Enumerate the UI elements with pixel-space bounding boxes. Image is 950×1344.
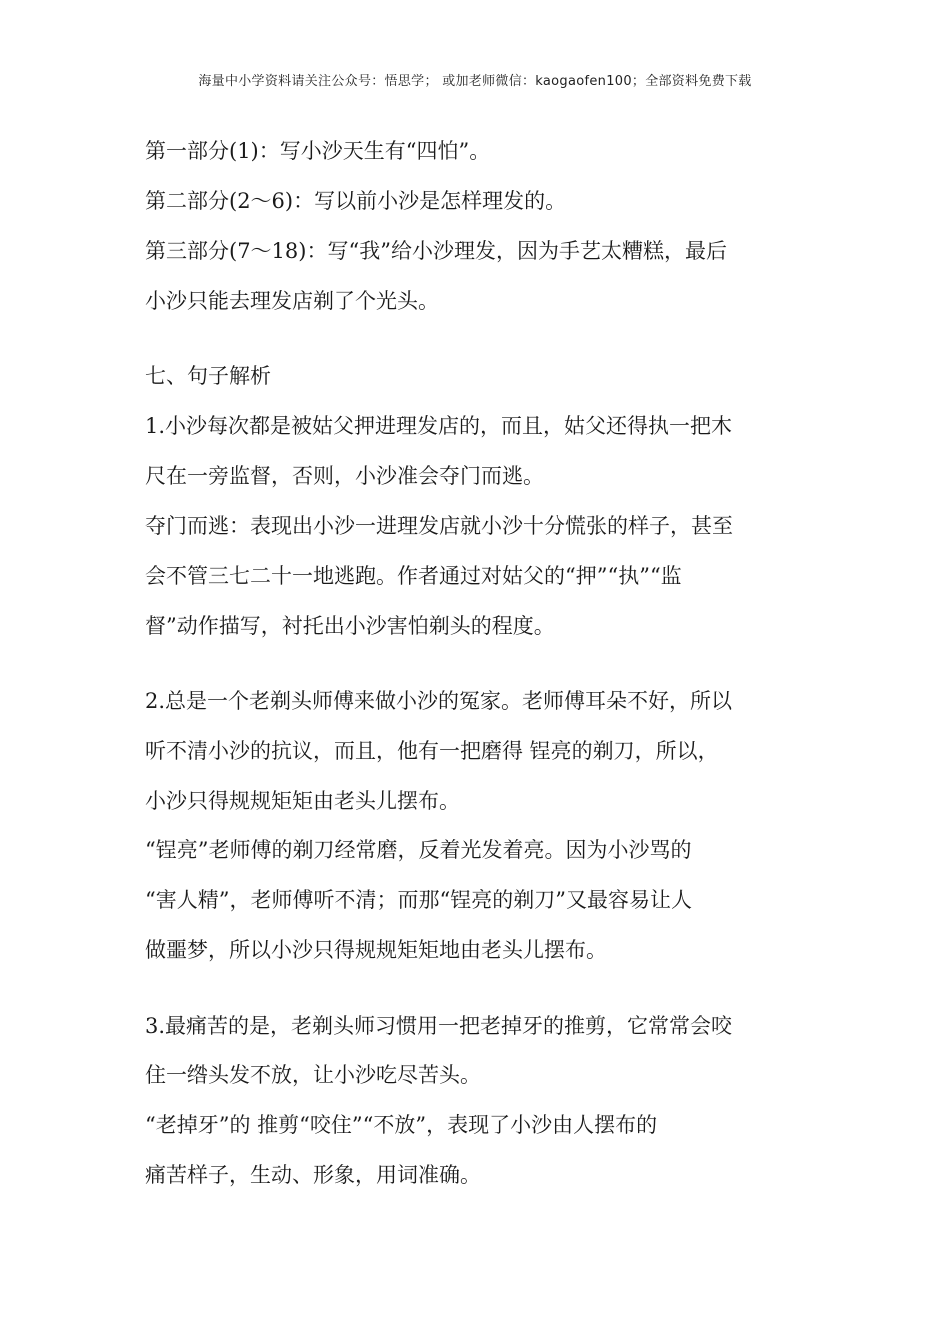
item3-sentence-line: 住一绺头发不放，让小沙吃尽苦头。 (145, 1063, 481, 1087)
item1-sentence-line: 1.小沙每次都是被姑父押进理发店的，而且，姑父还得执一把木 (145, 414, 733, 438)
item1-analysis-line: 督”动作描写，衬托出小沙害怕剃头的程度。 (145, 614, 555, 638)
item3-analysis-line: 痛苦样子，生动、形象，用词准确。 (145, 1163, 481, 1187)
structure-line: 第一部分(1)：写小沙天生有“四怕”。 (145, 139, 491, 163)
item2-sentence-line: 听不清小沙的抗议，而且，他有一把磨得 锃亮的剃刀，所以， (145, 739, 719, 763)
item3-analysis-line: “老掉牙”的 推剪“咬住”“不放”，表现了小沙由人摆布的 (145, 1113, 658, 1137)
structure-line: 小沙只能去理发店剃了个光头。 (145, 289, 439, 313)
item1-analysis-line: 夺门而逃：表现出小沙一进理发店就小沙十分慌张的样子，甚至 (145, 514, 733, 538)
item2-analysis-line: “害人精”，老师傅听不清；而那“锃亮的剃刀”又最容易让人 (145, 888, 692, 912)
page-header: 海量中小学资料请关注公众号：悟思学； 或加老师微信：kaogaofen100；全部资料免费下载 (198, 74, 752, 89)
item1-sentence-line: 尺在一旁监督，否则，小沙准会夺门而逃。 (145, 464, 544, 488)
structure-line: 第二部分(2～6)：写以前小沙是怎样理发的。 (145, 189, 567, 213)
item3-sentence-line: 3.最痛苦的是，老剃头师习惯用一把老掉牙的推剪，它常常会咬 (145, 1014, 733, 1038)
item2-analysis-line: 做噩梦，所以小沙只得规规矩矩地由老头儿摆布。 (145, 938, 607, 962)
item2-sentence-line: 小沙只得规规矩矩由老头儿摆布。 (145, 789, 460, 813)
item2-sentence-line: 2.总是一个老剃头师傅来做小沙的冤家。老师傅耳朵不好，所以 (145, 689, 733, 713)
structure-line: 第三部分(7～18)：写“我”给小沙理发，因为手艺太糟糕，最后 (145, 239, 727, 263)
item2-analysis-line: “锃亮”老师傅的剃刀经常磨，反着光发着亮。因为小沙骂的 (145, 838, 692, 862)
item1-analysis-line: 会不管三七二十一地逃跑。作者通过对姑父的“押”“执”“监 (145, 564, 682, 588)
section-title: 七、句子解析 (145, 364, 271, 388)
